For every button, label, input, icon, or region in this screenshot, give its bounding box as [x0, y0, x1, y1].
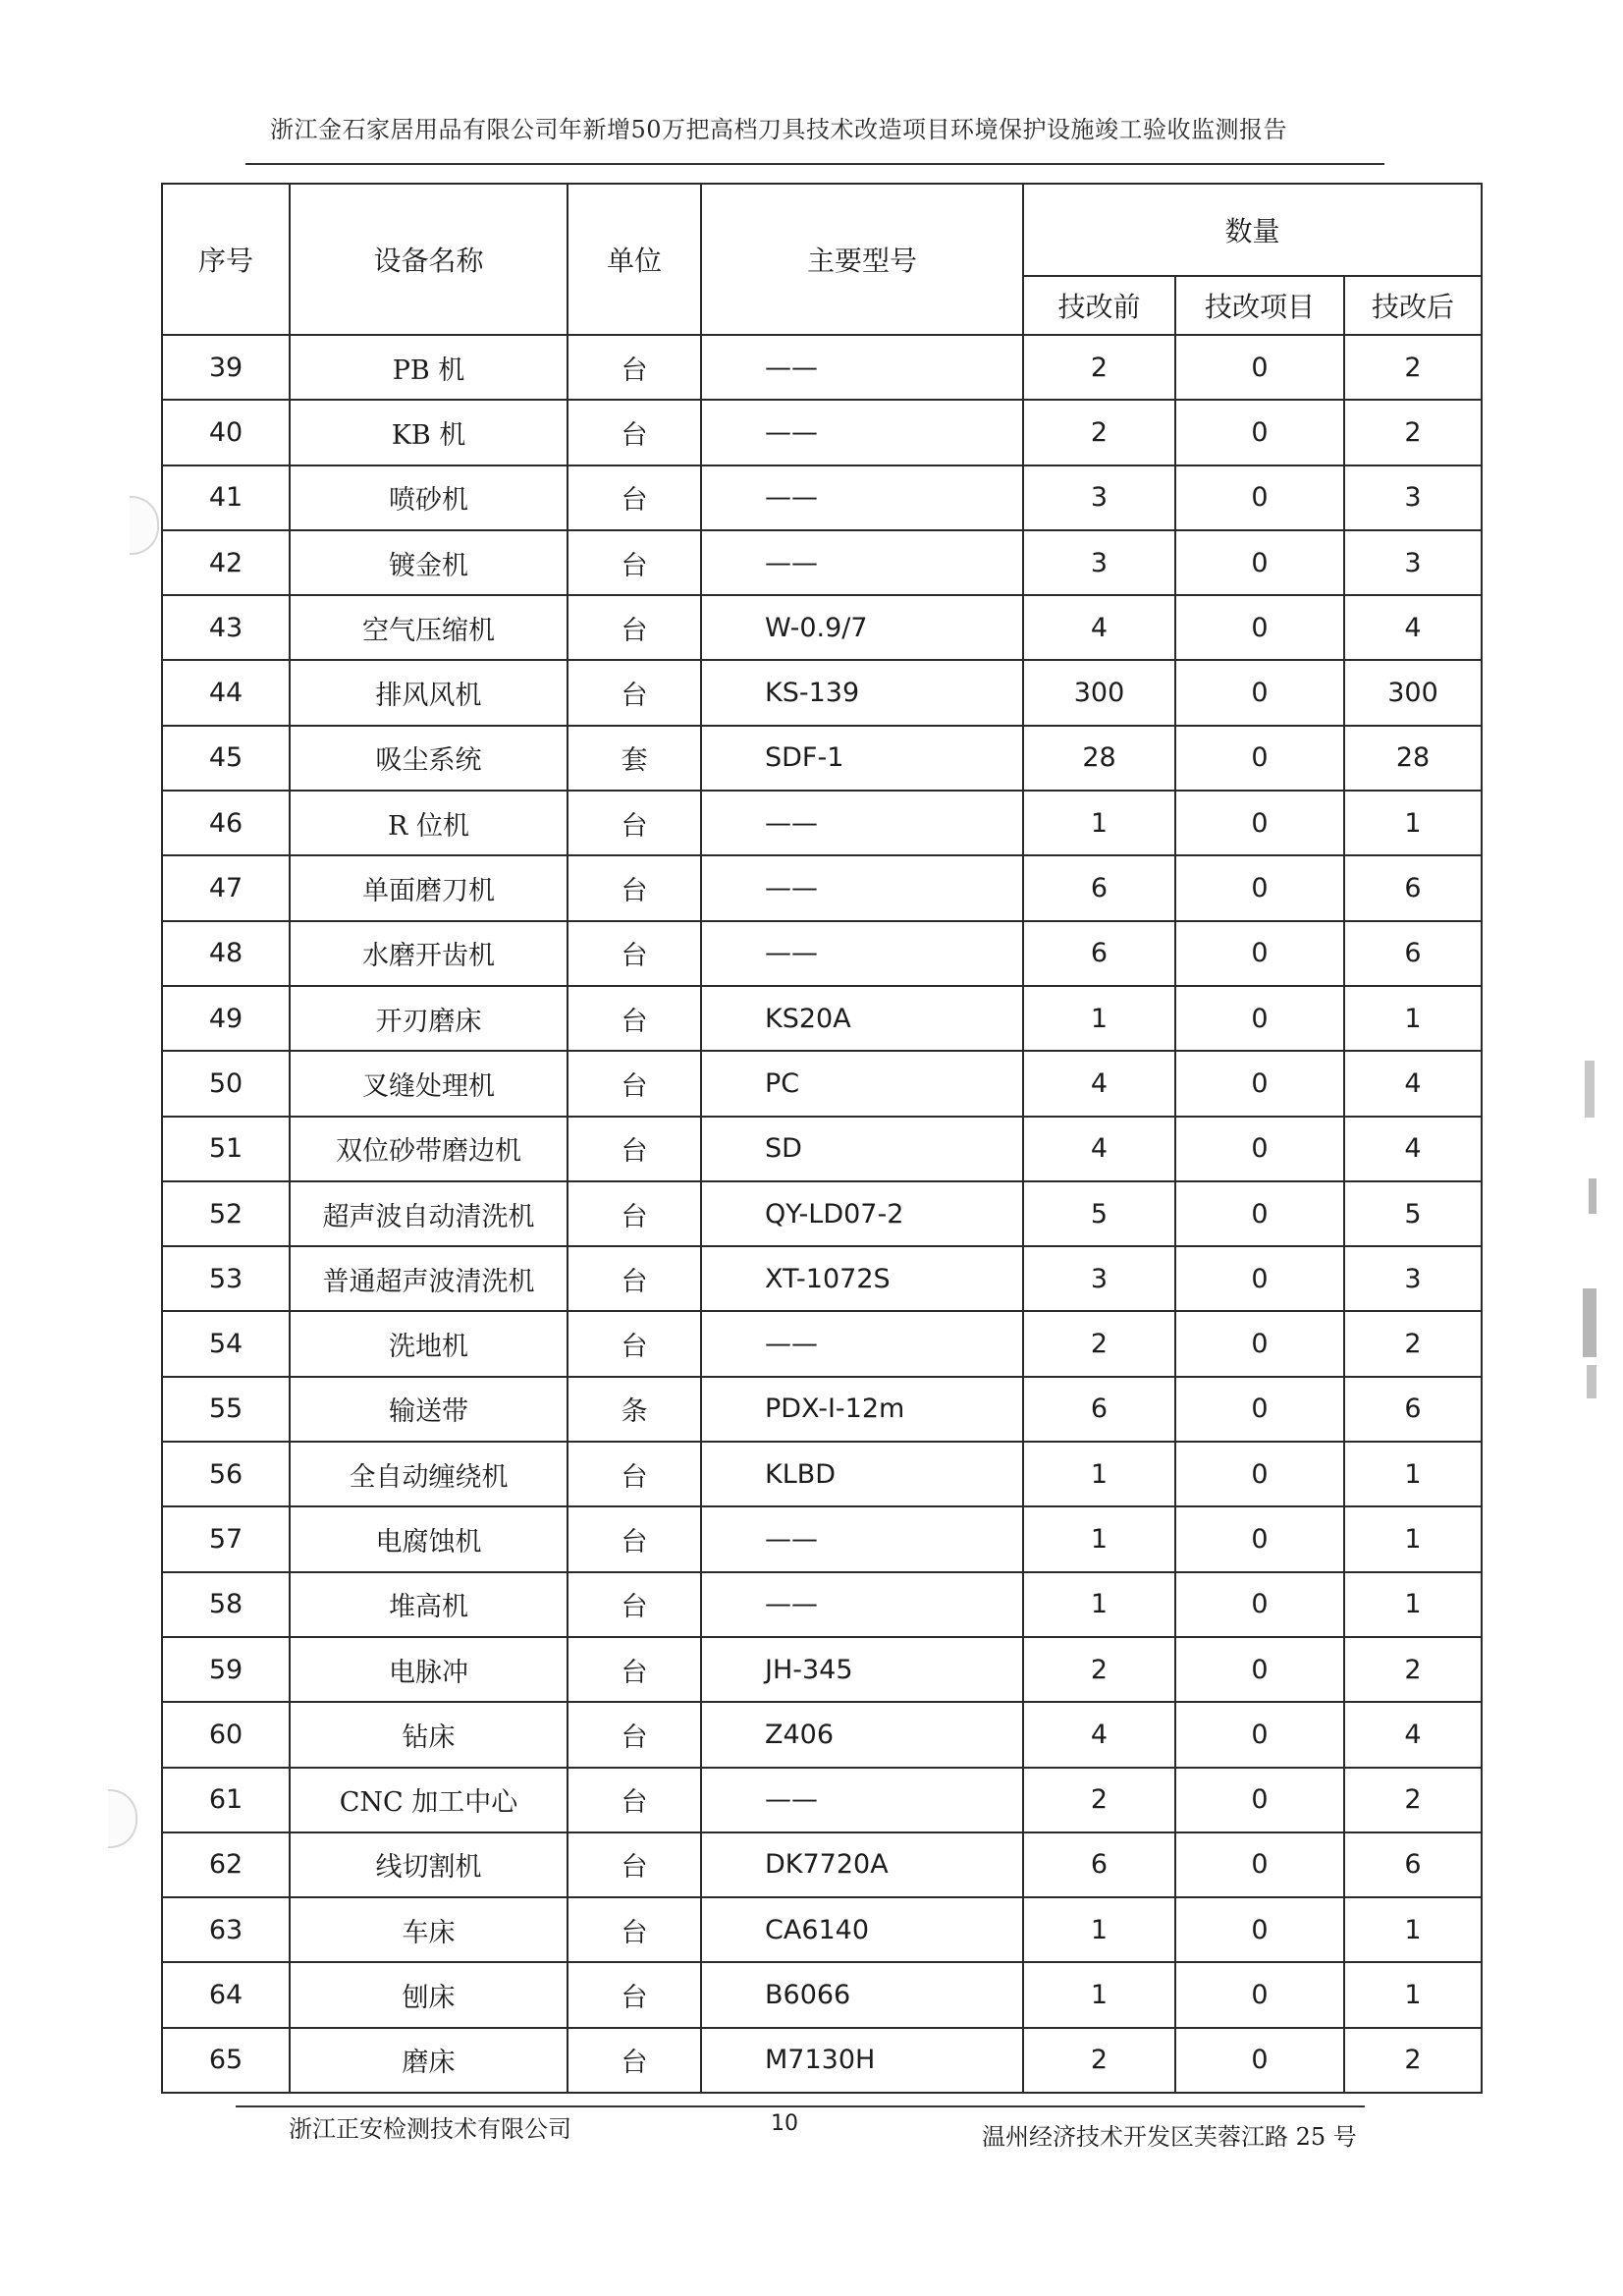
cell-seq: 42 — [162, 530, 290, 595]
cell-equipment-name: CNC 加工中心 — [290, 1768, 568, 1832]
cell-equipment-name: 磨床 — [290, 2028, 568, 2093]
cell-model-number: Z406 — [701, 1702, 1023, 1767]
table-row — [162, 2028, 1482, 2093]
cell-unit: 台 — [568, 1051, 701, 1116]
cell-seq: 63 — [162, 1897, 290, 1962]
cell-qty-after: 1 — [1344, 1442, 1482, 1506]
cell-unit: 台 — [568, 1442, 701, 1506]
cell-qty-before: 28 — [1023, 726, 1175, 791]
cell-model-number: —— — [701, 335, 1023, 400]
table-row — [162, 1377, 1482, 1442]
cell-model-number: —— — [701, 1311, 1023, 1376]
cell-qty-project: 0 — [1175, 660, 1344, 725]
cell-qty-project: 0 — [1175, 2028, 1344, 2093]
cell-equipment-name: 车床 — [290, 1897, 568, 1962]
cell-qty-project: 0 — [1175, 726, 1344, 791]
page-number: 10 — [771, 2111, 798, 2136]
footer-divider — [236, 2105, 1365, 2107]
cell-seq: 58 — [162, 1572, 290, 1637]
cell-unit: 台 — [568, 595, 701, 660]
table-row — [162, 1442, 1482, 1506]
cell-equipment-name: 线切割机 — [290, 1832, 568, 1897]
cell-qty-project: 0 — [1175, 1832, 1344, 1897]
table-row — [162, 660, 1482, 725]
cell-qty-after: 3 — [1344, 1246, 1482, 1311]
table-row — [162, 1051, 1482, 1116]
footer-address: 温州经济技术开发区芙蓉江路 25 号 — [982, 2123, 1357, 2151]
cell-model-number: W-0.9/7 — [701, 595, 1023, 660]
cell-model-number: SD — [701, 1117, 1023, 1181]
cell-model-number: —— — [701, 400, 1023, 465]
column-header-seq: 序号 — [162, 184, 290, 335]
cell-qty-project: 0 — [1175, 791, 1344, 855]
cell-equipment-name: PB 机 — [290, 335, 568, 400]
cell-model-number: KS20A — [701, 986, 1023, 1051]
cell-seq: 46 — [162, 791, 290, 855]
cell-unit: 台 — [568, 530, 701, 595]
table-row — [162, 726, 1482, 791]
cell-seq: 39 — [162, 335, 290, 400]
cell-qty-before: 1 — [1023, 1962, 1175, 2027]
cell-unit: 台 — [568, 335, 701, 400]
edge-stamp-marks — [1571, 1061, 1616, 1404]
cell-equipment-name: 排风风机 — [290, 660, 568, 725]
cell-equipment-name: 单面磨刀机 — [290, 855, 568, 920]
cell-unit: 条 — [568, 1377, 701, 1442]
cell-seq: 40 — [162, 400, 290, 465]
cell-model-number: M7130H — [701, 2028, 1023, 2093]
cell-seq: 43 — [162, 595, 290, 660]
cell-equipment-name: 水磨开齿机 — [290, 921, 568, 986]
cell-qty-before: 2 — [1023, 400, 1175, 465]
table-row — [162, 921, 1482, 986]
cell-model-number: B6066 — [701, 1962, 1023, 2027]
cell-qty-before: 300 — [1023, 660, 1175, 725]
cell-qty-after: 1 — [1344, 1897, 1482, 1962]
cell-qty-after: 4 — [1344, 1702, 1482, 1767]
cell-unit: 台 — [568, 1117, 701, 1181]
cell-qty-before: 1 — [1023, 1897, 1175, 1962]
cell-seq: 54 — [162, 1311, 290, 1376]
cell-seq: 51 — [162, 1117, 290, 1181]
cell-qty-after: 2 — [1344, 400, 1482, 465]
cell-seq: 57 — [162, 1506, 290, 1571]
cell-unit: 台 — [568, 2028, 701, 2093]
cell-qty-after: 3 — [1344, 530, 1482, 595]
column-header-after: 技改后 — [1344, 276, 1482, 335]
cell-qty-project: 0 — [1175, 1311, 1344, 1376]
cell-qty-after: 1 — [1344, 986, 1482, 1051]
cell-unit: 台 — [568, 1832, 701, 1897]
column-header-model: 主要型号 — [701, 184, 1023, 335]
cell-qty-after: 2 — [1344, 1637, 1482, 1702]
binding-hole-mark — [108, 1789, 137, 1848]
cell-model-number: PC — [701, 1051, 1023, 1116]
cell-unit: 台 — [568, 1181, 701, 1246]
cell-qty-project: 0 — [1175, 595, 1344, 660]
table-row — [162, 986, 1482, 1051]
cell-unit: 台 — [568, 465, 701, 530]
cell-equipment-name: 叉缝处理机 — [290, 1051, 568, 1116]
cell-equipment-name: 开刃磨床 — [290, 986, 568, 1051]
cell-qty-after: 3 — [1344, 465, 1482, 530]
cell-seq: 60 — [162, 1702, 290, 1767]
cell-qty-project: 0 — [1175, 1702, 1344, 1767]
cell-qty-after: 1 — [1344, 1572, 1482, 1637]
cell-model-number: —— — [701, 791, 1023, 855]
cell-model-number: CA6140 — [701, 1897, 1023, 1962]
cell-qty-before: 3 — [1023, 530, 1175, 595]
table-row — [162, 1311, 1482, 1376]
cell-equipment-name: 全自动缠绕机 — [290, 1442, 568, 1506]
cell-model-number: QY-LD07-2 — [701, 1181, 1023, 1246]
cell-qty-after: 1 — [1344, 1506, 1482, 1571]
table-row — [162, 1832, 1482, 1897]
cell-seq: 59 — [162, 1637, 290, 1702]
cell-equipment-name: 刨床 — [290, 1962, 568, 2027]
cell-model-number: —— — [701, 921, 1023, 986]
cell-qty-before: 5 — [1023, 1181, 1175, 1246]
cell-qty-project: 0 — [1175, 986, 1344, 1051]
cell-model-number: —— — [701, 465, 1023, 530]
table-row — [162, 335, 1482, 400]
cell-qty-before: 6 — [1023, 921, 1175, 986]
cell-qty-after: 2 — [1344, 1768, 1482, 1832]
cell-unit: 台 — [568, 986, 701, 1051]
cell-qty-project: 0 — [1175, 1181, 1344, 1246]
column-header-quantity: 数量 — [1023, 184, 1482, 276]
cell-model-number: —— — [701, 530, 1023, 595]
cell-qty-project: 0 — [1175, 1506, 1344, 1571]
cell-qty-after: 4 — [1344, 1051, 1482, 1116]
table-row — [162, 400, 1482, 465]
cell-qty-after: 4 — [1344, 1117, 1482, 1181]
equipment-table — [161, 183, 1483, 2094]
cell-model-number: KLBD — [701, 1442, 1023, 1506]
cell-qty-project: 0 — [1175, 1637, 1344, 1702]
cell-qty-before: 2 — [1023, 1311, 1175, 1376]
table-row — [162, 855, 1482, 920]
cell-unit: 台 — [568, 1506, 701, 1571]
cell-unit: 台 — [568, 1246, 701, 1311]
cell-seq: 44 — [162, 660, 290, 725]
cell-seq: 48 — [162, 921, 290, 986]
cell-unit: 台 — [568, 660, 701, 725]
cell-equipment-name: 空气压缩机 — [290, 595, 568, 660]
cell-qty-before: 4 — [1023, 1117, 1175, 1181]
page-header-title: 浙江金石家居用品有限公司年新增50万把高档刀具技术改造项目环境保护设施竣工验收监测报告 — [269, 116, 1288, 143]
cell-qty-before: 6 — [1023, 855, 1175, 920]
cell-qty-before: 1 — [1023, 1506, 1175, 1571]
cell-qty-after: 5 — [1344, 1181, 1482, 1246]
cell-qty-project: 0 — [1175, 1897, 1344, 1962]
cell-unit: 台 — [568, 1572, 701, 1637]
cell-qty-after: 2 — [1344, 335, 1482, 400]
cell-qty-project: 0 — [1175, 530, 1344, 595]
cell-equipment-name: 双位砂带磨边机 — [290, 1117, 568, 1181]
cell-qty-after: 1 — [1344, 1962, 1482, 2027]
cell-qty-project: 0 — [1175, 1051, 1344, 1116]
cell-seq: 41 — [162, 465, 290, 530]
header-divider — [245, 163, 1384, 165]
cell-unit: 台 — [568, 1637, 701, 1702]
cell-model-number: SDF-1 — [701, 726, 1023, 791]
cell-qty-before: 2 — [1023, 335, 1175, 400]
cell-model-number: DK7720A — [701, 1832, 1023, 1897]
cell-qty-before: 2 — [1023, 1768, 1175, 1832]
cell-seq: 65 — [162, 2028, 290, 2093]
table-row — [162, 1117, 1482, 1181]
cell-qty-before: 3 — [1023, 465, 1175, 530]
table-row — [162, 1506, 1482, 1571]
cell-qty-project: 0 — [1175, 1117, 1344, 1181]
cell-qty-project: 0 — [1175, 1572, 1344, 1637]
cell-qty-after: 6 — [1344, 1832, 1482, 1897]
cell-model-number: —— — [701, 1768, 1023, 1832]
cell-unit: 台 — [568, 855, 701, 920]
cell-model-number: XT-1072S — [701, 1246, 1023, 1311]
cell-seq: 55 — [162, 1377, 290, 1442]
cell-qty-after: 4 — [1344, 595, 1482, 660]
table-row — [162, 465, 1482, 530]
cell-qty-before: 1 — [1023, 1442, 1175, 1506]
footer-company: 浙江正安检测技术有限公司 — [289, 2115, 571, 2143]
cell-seq: 61 — [162, 1768, 290, 1832]
table-row — [162, 1181, 1482, 1246]
cell-unit: 套 — [568, 726, 701, 791]
table-row — [162, 1637, 1482, 1702]
table-row — [162, 1572, 1482, 1637]
cell-unit: 台 — [568, 1768, 701, 1832]
table-row — [162, 1702, 1482, 1767]
cell-qty-project: 0 — [1175, 1768, 1344, 1832]
cell-unit: 台 — [568, 1962, 701, 2027]
cell-unit: 台 — [568, 791, 701, 855]
cell-model-number: KS-139 — [701, 660, 1023, 725]
binding-hole-mark — [130, 496, 159, 555]
table-body — [162, 335, 1482, 2093]
cell-equipment-name: KB 机 — [290, 400, 568, 465]
cell-model-number: —— — [701, 1506, 1023, 1571]
column-header-name: 设备名称 — [290, 184, 568, 335]
table-row — [162, 1246, 1482, 1311]
cell-equipment-name: 超声波自动清洗机 — [290, 1181, 568, 1246]
cell-qty-project: 0 — [1175, 1377, 1344, 1442]
cell-equipment-name: 洗地机 — [290, 1311, 568, 1376]
column-header-unit: 单位 — [568, 184, 701, 335]
cell-equipment-name: 电腐蚀机 — [290, 1506, 568, 1571]
cell-equipment-name: 输送带 — [290, 1377, 568, 1442]
cell-equipment-name: R 位机 — [290, 791, 568, 855]
cell-unit: 台 — [568, 1897, 701, 1962]
cell-equipment-name: 吸尘系统 — [290, 726, 568, 791]
cell-seq: 49 — [162, 986, 290, 1051]
cell-qty-before: 4 — [1023, 1051, 1175, 1116]
cell-seq: 56 — [162, 1442, 290, 1506]
cell-equipment-name: 镀金机 — [290, 530, 568, 595]
cell-unit: 台 — [568, 921, 701, 986]
cell-qty-after: 6 — [1344, 855, 1482, 920]
cell-qty-before: 1 — [1023, 986, 1175, 1051]
cell-equipment-name: 钻床 — [290, 1702, 568, 1767]
cell-qty-after: 6 — [1344, 921, 1482, 986]
cell-model-number: JH-345 — [701, 1637, 1023, 1702]
cell-seq: 64 — [162, 1962, 290, 2027]
cell-qty-project: 0 — [1175, 1246, 1344, 1311]
table-row — [162, 595, 1482, 660]
cell-unit: 台 — [568, 1311, 701, 1376]
table-row — [162, 1897, 1482, 1962]
cell-model-number: PDX-I-12m — [701, 1377, 1023, 1442]
cell-seq: 45 — [162, 726, 290, 791]
cell-qty-after: 1 — [1344, 791, 1482, 855]
cell-qty-before: 6 — [1023, 1377, 1175, 1442]
cell-seq: 47 — [162, 855, 290, 920]
cell-qty-before: 2 — [1023, 2028, 1175, 2093]
cell-qty-before: 1 — [1023, 1572, 1175, 1637]
cell-seq: 52 — [162, 1181, 290, 1246]
column-header-project: 技改项目 — [1175, 276, 1344, 335]
cell-seq: 53 — [162, 1246, 290, 1311]
cell-qty-before: 1 — [1023, 791, 1175, 855]
cell-qty-project: 0 — [1175, 1962, 1344, 2027]
table-row — [162, 1768, 1482, 1832]
cell-qty-before: 4 — [1023, 1702, 1175, 1767]
table-row — [162, 530, 1482, 595]
cell-unit: 台 — [568, 400, 701, 465]
cell-equipment-name: 电脉冲 — [290, 1637, 568, 1702]
cell-equipment-name: 普通超声波清洗机 — [290, 1246, 568, 1311]
cell-qty-after: 300 — [1344, 660, 1482, 725]
column-header-before: 技改前 — [1023, 276, 1175, 335]
cell-qty-before: 4 — [1023, 595, 1175, 660]
cell-qty-after: 2 — [1344, 1311, 1482, 1376]
cell-qty-after: 2 — [1344, 2028, 1482, 2093]
cell-qty-before: 6 — [1023, 1832, 1175, 1897]
cell-qty-after: 28 — [1344, 726, 1482, 791]
cell-equipment-name: 堆高机 — [290, 1572, 568, 1637]
cell-qty-after: 6 — [1344, 1377, 1482, 1442]
cell-qty-before: 2 — [1023, 1637, 1175, 1702]
cell-seq: 50 — [162, 1051, 290, 1116]
cell-equipment-name: 喷砂机 — [290, 465, 568, 530]
cell-seq: 62 — [162, 1832, 290, 1897]
cell-qty-project: 0 — [1175, 465, 1344, 530]
table-row — [162, 1962, 1482, 2027]
cell-qty-project: 0 — [1175, 400, 1344, 465]
table-row — [162, 791, 1482, 855]
cell-qty-project: 0 — [1175, 335, 1344, 400]
cell-qty-before: 3 — [1023, 1246, 1175, 1311]
cell-qty-project: 0 — [1175, 855, 1344, 920]
cell-model-number: —— — [701, 855, 1023, 920]
cell-model-number: —— — [701, 1572, 1023, 1637]
cell-qty-project: 0 — [1175, 921, 1344, 986]
cell-qty-project: 0 — [1175, 1442, 1344, 1506]
cell-unit: 台 — [568, 1702, 701, 1767]
